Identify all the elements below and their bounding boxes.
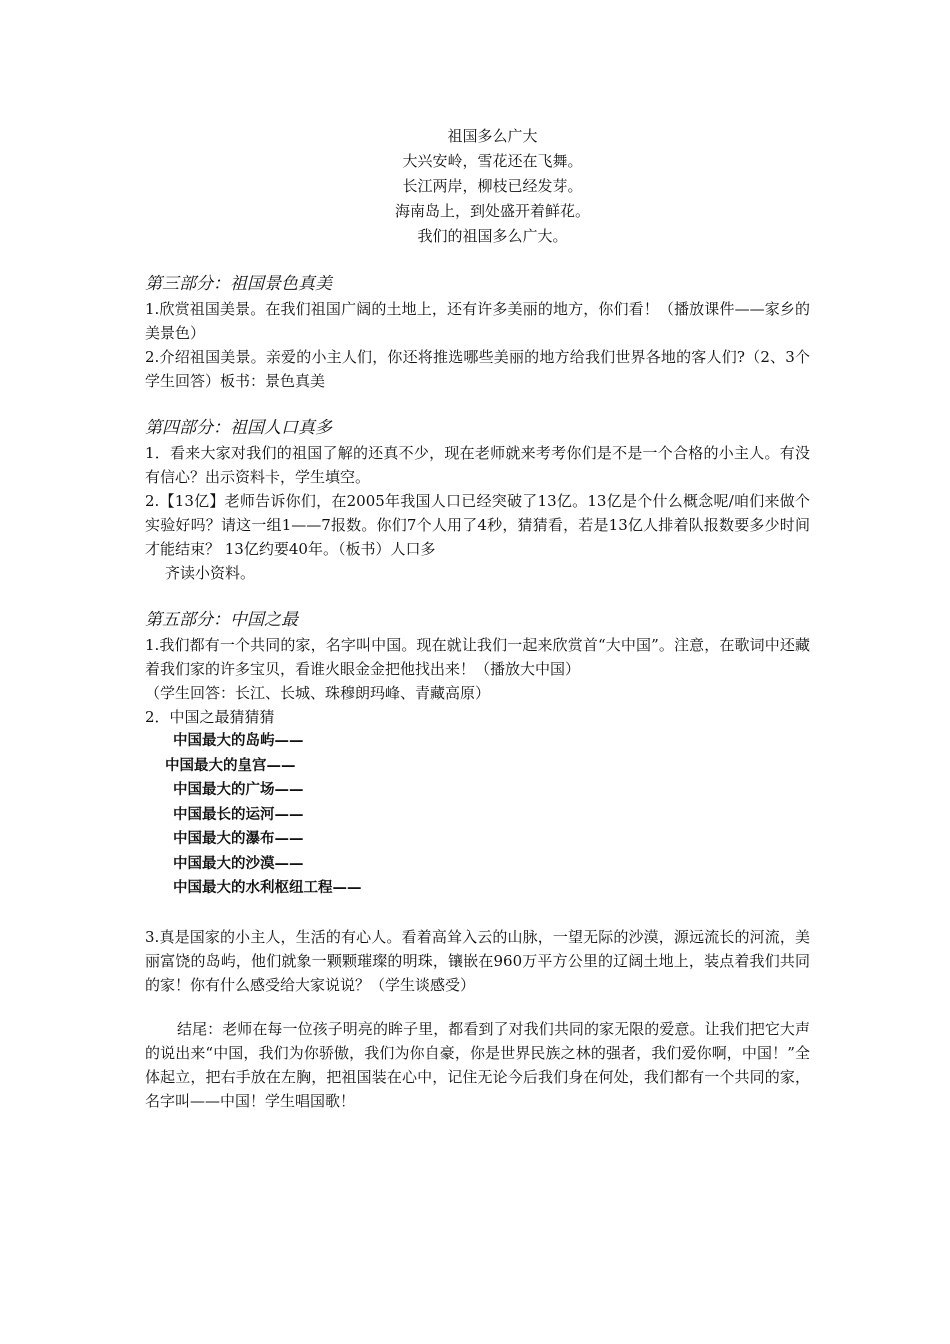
superlative-item: 中国最大的广场—— [173, 782, 304, 798]
paragraph: 2．中国之最猜猜猜 [145, 708, 275, 726]
poem [175, 124, 810, 249]
paragraph: 齐读小资料。 [165, 564, 256, 582]
poem-line: 我们的祖国多么广大。 [417, 227, 568, 245]
superlative-item: 中国最大的瀑布—— [173, 831, 304, 847]
paragraph: 1.我们都有一个共同的家，名字叫中国。现在就让我们一起来欣赏首“大中国”。注意，在歌词中还藏着我们家的许多宝贝，看谁火眼金金把他找出来！（播放大中国） [145, 636, 810, 678]
paragraph: 1.欣赏祖国美景。在我们祖国广阔的土地上，还有许多美丽的地方，你们看！（播放课件——家乡的美景色） [145, 300, 810, 342]
paragraph: （学生回答：长江、长城、珠穆朗玛峰、青藏高原） [145, 684, 491, 702]
superlative-item: 中国最长的运河—— [173, 806, 304, 823]
document-body [145, 124, 810, 1113]
closing-paragraph: 结尾：老师在每一位孩子明亮的眸子里，都看到了对我们共同的家无限的爱意。让我们把它大声的说出来“中国，我们为你骄傲，我们为你自豪，你是世界民族之林的强者，我们爱你啊，中国！”全体起立，把右手放在左胸，把祖国装在心中，记住无论今后我们身在何处，我们都有一个共同的家，名字叫——中国！学生唱国歌！ [145, 1019, 810, 1110]
superlative-item: 中国最大的水利枢纽工程—— [173, 880, 362, 896]
poem-title: 祖国多么广大 [447, 127, 538, 145]
spacer [145, 997, 810, 1017]
section-heading-part4: 第四部分：祖国人口真多 [145, 418, 332, 438]
poem-line: 大兴安岭，雪花还在飞舞。 [402, 152, 583, 170]
superlative-item: 中国最大的岛屿—— [173, 733, 304, 749]
superlative-item: 中国最大的沙漠—— [173, 855, 304, 872]
poem-line: 海南岛上，到处盛开着鲜花。 [394, 202, 590, 220]
paragraph: 1．看来大家对我们的祖国了解的还真不少，现在老师就来考考你们是不是一个合格的小主人。有没有信心？出示资料卡，学生填空。 [145, 444, 810, 486]
superlative-item: 中国最大的皇宫—— [165, 757, 296, 774]
spacer [145, 901, 810, 925]
paragraph: 3.真是国家的小主人，生活的有心人。看着高耸入云的山脉，一望无际的沙漠，源远流长的河流，美丽富饶的岛屿，他们就象一颗颗璀璨的明珠，镶嵌在960万平方公里的辽阔土地上，装点着我们共同的家！你有什么感受给大家说说？（学生谈感受） [145, 927, 810, 994]
poem-line: 长江两岸，柳枝已经发芽。 [402, 177, 583, 195]
paragraph: 2.【13亿】老师告诉你们，在2005年我国人口已经突破了13亿。13亿是个什么概念呢/咱们来做个实验好吗？请这一组1——7报数。你们7个人用了4秒，猜猜看，若是13亿人排着队报数要多少时间才能结束？ 13亿约要40年。（板书）人口多 [145, 492, 810, 558]
section-heading-part3: 第三部分：祖国景色真美 [145, 274, 332, 294]
section-heading-part5: 第五部分：中国之最 [145, 610, 298, 630]
paragraph: 2.介绍祖国美景。亲爱的小主人们，你还将推选哪些美丽的地方给我们世界各地的客人们?（2、3个学生回答）板书：景色真美 [145, 348, 810, 390]
